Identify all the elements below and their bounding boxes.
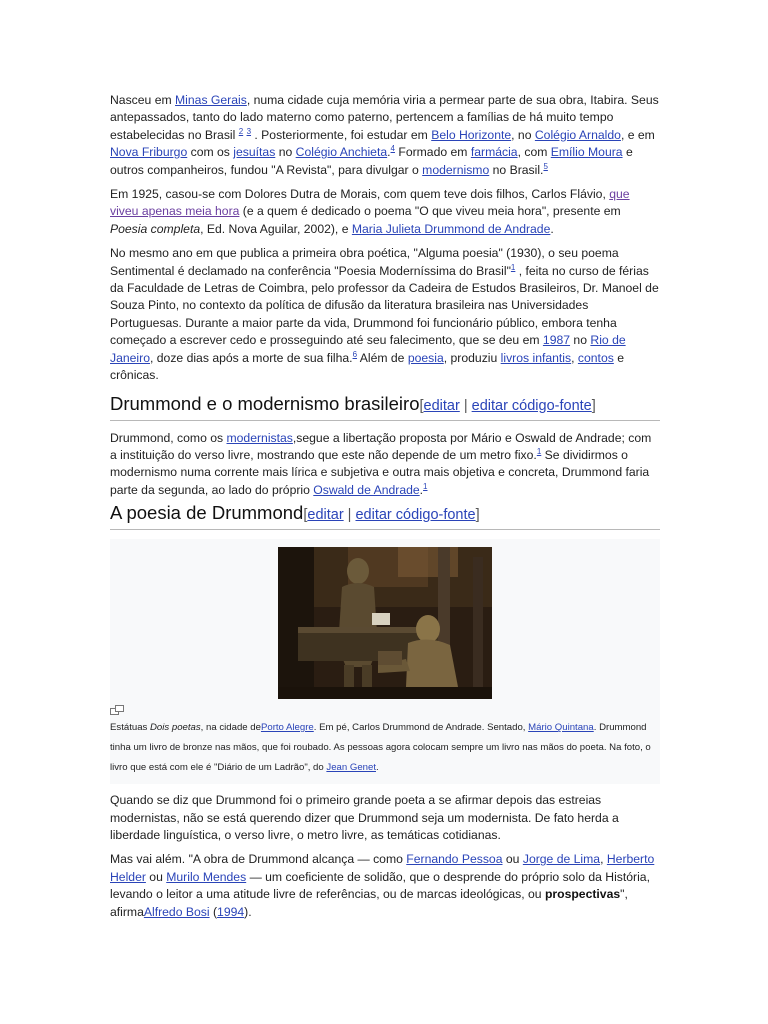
text: e outros companheiros, fundou "A Revista", para divulgar o [110,145,633,177]
paragraph-marriage [110,186,660,238]
ref-link[interactable]: 5 [543,161,548,171]
text: Em 1925, casou-se com Dolores Dutra de Morais, com quem teve dois filhos, Carlos Flávio, [110,187,610,202]
link-colegio-anchieta[interactable]: Colégio Anchieta [295,145,388,160]
text: , [571,350,578,365]
ref-link[interactable]: 1 [423,481,428,491]
link-jesuitas[interactable]: jesuítas [233,145,276,160]
link-livros-infantis[interactable]: livros infantis [500,350,572,365]
link-contos[interactable]: contos [577,350,614,365]
text: ", afirma [110,887,628,919]
text: , com [517,145,551,160]
paragraph-first-poet [110,792,660,844]
link-minas-gerais[interactable]: Minas Gerais [175,93,247,107]
text: e crônicas. [110,350,624,383]
link-belo-horizonte[interactable]: Belo Horizonte [431,127,512,142]
figure-caption [110,718,660,778]
text: . Em pé, Carlos Drummond de Andrade. Sentado, [313,722,529,734]
link-que-viveu-meia-hora[interactable]: que viveu apenas meia hora [110,187,630,219]
bracket-open: [ [419,397,424,414]
bracket-close: ] [475,507,480,524]
link-farmacia[interactable]: farmácia [470,145,518,160]
link-modernistas[interactable]: modernistas [226,430,293,445]
text: Drummond, como os [110,430,227,445]
text: com os [187,145,234,160]
text: Estátuas [110,722,150,734]
bold-term: prospectivas [544,887,621,902]
paragraph-bosi-quote [110,851,660,921]
text: , numa cidade cuja memória viria a permear parte de sua obra, Itabira. Seus antepassados, tanto do lado materno como paterno, pertencem a famílias de há muito tempo estabelecidas no Brasil [110,93,659,142]
link-1987[interactable]: 1987 [542,333,571,348]
section-heading-poesia [110,501,660,530]
link-jean-genet[interactable]: Jean Genet [326,762,376,774]
link-rio-de-janeiro[interactable]: Rio de Janeiro [110,333,626,365]
text: , produziu [443,350,501,365]
ref-2[interactable] [239,127,243,136]
text: no [275,145,296,160]
text: Nasceu em [110,93,176,107]
ref-link[interactable]: 6 [352,349,358,359]
ref-link[interactable]: 1 [510,262,516,272]
text: , doze dias após a morte de sua filha. [149,350,353,365]
text: Formado em [394,145,471,160]
text: no Brasil. [489,162,544,177]
link-mario-quintana[interactable]: Mário Quintana [528,722,594,734]
link-maria-julieta[interactable]: Maria Julieta Drummond de Andrade [351,221,551,236]
link-herberto-helder[interactable]: Herberto Helder [110,852,655,884]
separator: | [459,397,472,414]
paragraph-modernismo [110,430,660,500]
text: , feita no curso de férias da Faculdade de Letras de Coimbra, pelo professor da Cadeira de Estudos Brasileiros, Dr. Manoel de Souza Pinto, no contexto da política de difusão da literatura brasileira nas Universidades Portuguesas. Durante a maior parte da vida, Drummond foi funcionário público, embora tenha começado a escrever cedo e prosseguindo até seu falecimento, que se deu em [110,263,659,348]
link-emilio-moura[interactable]: Emílio Moura [550,145,623,160]
link-porto-alegre[interactable]: Porto Alegre [260,722,314,734]
statue-title: Dois poetas [150,722,201,734]
paragraph-birth [110,92,660,179]
text: , [600,852,607,867]
text: , no [511,127,535,142]
edit-source-link[interactable]: editar código-fonte [355,507,476,524]
bracket-open: [ [303,507,308,524]
text: , e em [620,127,655,142]
ref-link[interactable]: 1 [536,446,542,456]
ref-link[interactable]: 3 [246,126,252,136]
ref-link[interactable]: 4 [390,144,395,154]
statue-photo[interactable] [278,547,492,699]
text: — um coeficiente de solidão, que o desprende do próprio solo da História, levando o leitor a uma atitude livre de referências, ou de marcas ideológicas, ou [110,869,650,902]
text: . [376,762,379,774]
text: No mesmo ano em que publica a primeira obra poética, "Alguma poesia" (1930), o seu poema Sentimental é declamado na conferência "Poesia Moderníssima do Brasil" [110,246,619,278]
link-nova-friburgo[interactable]: Nova Friburgo [110,145,188,160]
enlarge-icon[interactable] [110,705,124,715]
link-fernando-pessoa[interactable]: Fernando Pessoa [406,852,503,867]
text: . Drummond tinha um livro de bronze nas mãos, que foi roubado. As pessoas agora colocam sempre um livro nas mãos do poeta. Na foto, o livro que está com ele é "Diário de um Ladrão", do [110,722,651,774]
text: , Ed. Nova Aguilar, 2002), e [200,221,352,236]
ref-1[interactable] [423,482,427,491]
separator: | [343,507,356,524]
link-poesia[interactable]: poesia [407,350,444,365]
link-modernismo[interactable]: modernismo [422,162,490,177]
section-heading-modernismo [110,392,660,421]
text: . [387,145,391,160]
text: ou [502,852,523,867]
text: Além de [357,350,408,365]
text: . [550,221,554,236]
link-murilo-mendes[interactable]: Murilo Mendes [166,869,247,884]
paragraph-career [110,245,660,384]
edit-link[interactable]: editar [423,397,460,414]
figure-dois-poetas [110,539,660,784]
heading-text: Drummond e o modernismo brasileiro [110,392,420,414]
edit-link[interactable]: editar [307,507,344,524]
ref-5[interactable] [543,162,547,171]
bracket-close: ] [591,397,596,414]
text: (e a quem é dedicado o poema "O que viveu meia hora", presente em [239,204,621,219]
edit-source-link[interactable]: editar código-fonte [471,397,592,414]
link-oswald-de-andrade[interactable]: Oswald de Andrade [313,482,420,497]
link-jorge-de-lima[interactable]: Jorge de Lima [522,852,601,867]
text: , na cidade de [200,722,261,734]
link-alfredo-bosi[interactable]: Alfredo Bosi [143,904,210,919]
link-colegio-arnaldo[interactable]: Colégio Arnaldo [534,127,621,142]
text: ou [145,869,167,884]
text: Se dividirmos o modernismo numa corrente mais lírica e subjetiva e outra mais objetiva e concreta, Drummond faria parte da segunda, ao lado do próprio [110,447,650,497]
text: no [570,333,591,348]
text: ( [209,904,218,919]
link-1994[interactable]: 1994 [217,904,245,919]
text: Mas vai além. "A obra de Drummond alcança — como [110,852,407,867]
text: ,segue a libertação proposta por Mário e Oswald de Andrade; com a instituição do verso livre, mostrando que este não depende de um metro fixo. [110,430,652,462]
text: . [419,482,424,497]
ref-link[interactable]: 2 [238,126,244,136]
text: Quando se diz que Drummond foi o primeiro grande poeta a se afirmar depois das estreias modernistas, não se está querendo dizer que Drummond seja um modernista. De fato herda a liberdade linguística, o verso livre, o metro livre, as temáticas cotidianas. [110,793,619,842]
heading-text: A poesia de Drummond [110,502,304,524]
book-title: Poesia completa [110,221,201,236]
article-body [110,92,660,928]
text: ). [244,904,252,919]
text: . Posteriormente, foi estudar em [251,127,432,142]
